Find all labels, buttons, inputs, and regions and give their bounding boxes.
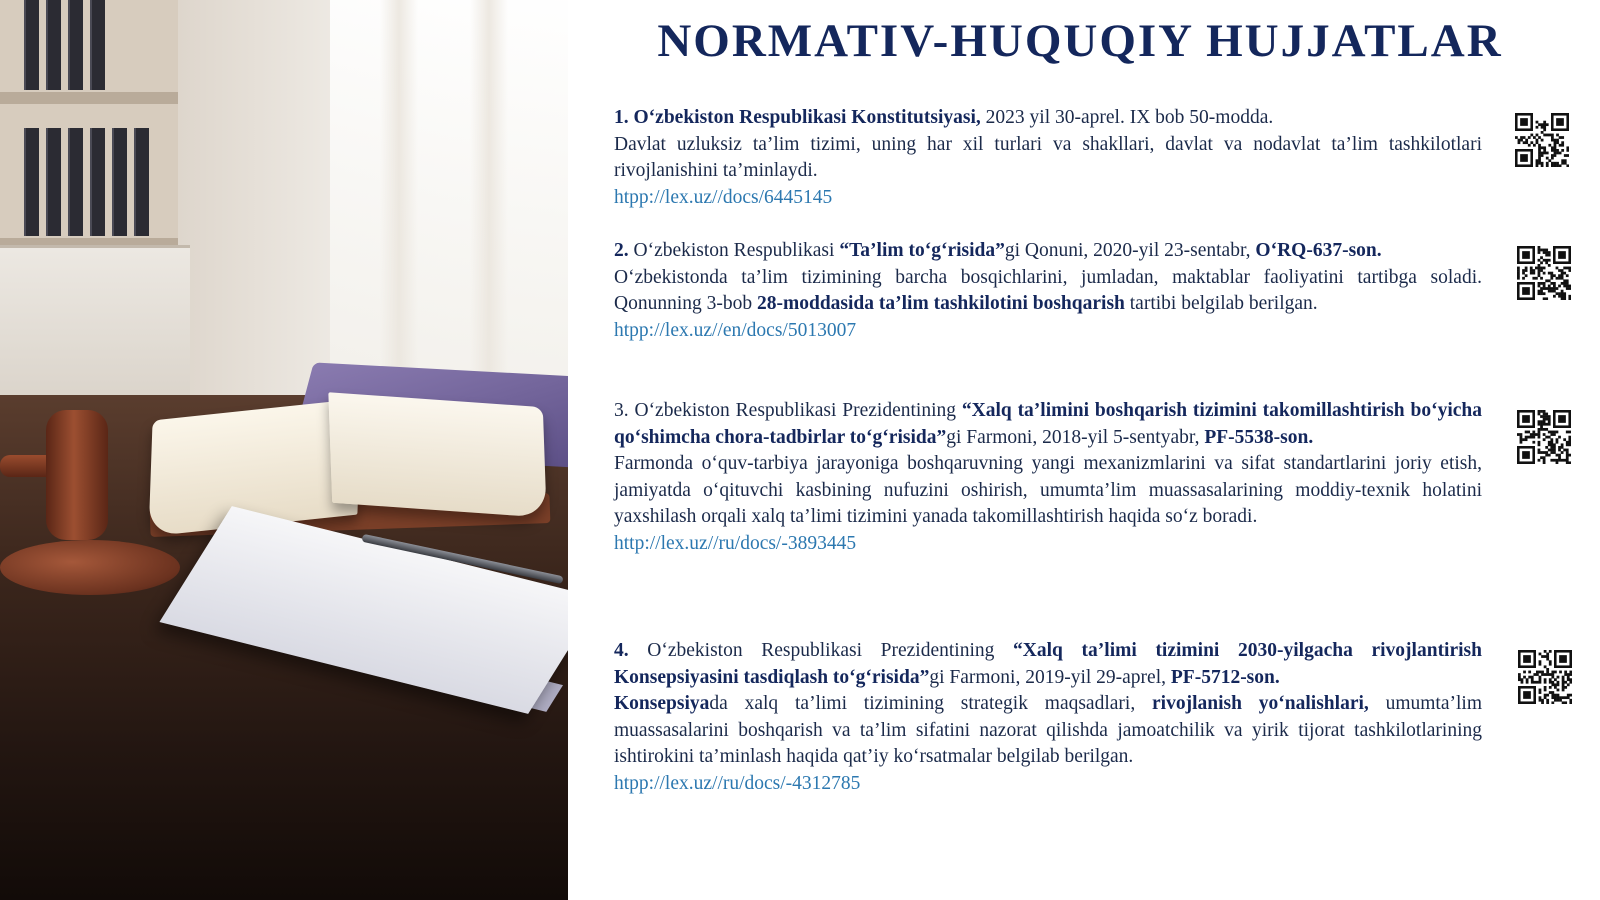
binder bbox=[68, 0, 83, 90]
heading-segment: gi Farmoni, 2019-yil 29-aprel, bbox=[929, 666, 1171, 688]
description-segment: umumta’lim muassasalarini boshqarish va ta’lim sifatini nazorat qilishda jamoatchilik va yirik tijorat tashkilotlarining ishtirokini ta’minlash haqida qat’iy koʻrsatmalar belgilab berilgan. bbox=[614, 693, 1482, 768]
binder bbox=[112, 128, 127, 236]
heading-segment: 2. bbox=[614, 240, 629, 261]
photo-curtain bbox=[380, 0, 418, 380]
binder bbox=[46, 128, 61, 236]
heading-segment: 4. bbox=[614, 640, 629, 661]
shelf-board bbox=[0, 92, 178, 104]
heading-segment: “Xalq ta’limi tizimini 2030-yilgacha rivojlantirish Konsepsiyasini tasdiqlash toʻgʻrisida” bbox=[614, 640, 1482, 688]
heading-segment: “Ta’lim toʻgʻrisida” bbox=[839, 240, 1005, 261]
photo-open-book bbox=[328, 392, 546, 518]
description-segment: Davlat uzluksiz ta’lim tizimi, uning har xil turlari va shakllari, davlat va nodavlat ta’lim tashkilotlari rivojlanishini ta’minlaydi. bbox=[614, 133, 1482, 182]
item-heading bbox=[614, 105, 1482, 132]
item-heading bbox=[614, 238, 1482, 265]
heading-segment: PF-5538-son. bbox=[1204, 426, 1314, 448]
qr-code-icon bbox=[1515, 113, 1569, 167]
binder bbox=[24, 128, 39, 236]
binder bbox=[90, 0, 105, 90]
heading-segment: 1. Oʻzbekiston Respublikasi Konstitutsiyasi, bbox=[614, 107, 981, 128]
courtroom-photo bbox=[0, 0, 568, 900]
heading-segment: Oʻzbekiston Respublikasi Prezidentining bbox=[628, 640, 1014, 661]
description-segment: 28-moddasida ta’lim tashkilotini boshqarish bbox=[757, 293, 1125, 315]
heading-segment: OʻRQ-637-son. bbox=[1255, 240, 1382, 261]
binder bbox=[46, 0, 61, 90]
document-link[interactable]: http://lex.uz//ru/docs/-3893445 bbox=[614, 532, 857, 554]
description-segment: Oʻzbekistonda ta’lim tizimining barcha bosqichlarini, jumladan, maktablar faoliyatini tartibga soladi. Qonunning 3-bob bbox=[614, 266, 1482, 315]
qr-code-icon bbox=[1518, 650, 1572, 704]
document-link[interactable]: htpp://lex.uz//ru/docs/-4312785 bbox=[614, 772, 861, 794]
document-link[interactable]: htpp://lex.uz//en/docs/5013007 bbox=[614, 319, 857, 341]
item-heading bbox=[614, 638, 1482, 691]
item-heading bbox=[614, 398, 1482, 451]
description-segment: da xalq ta’limi tizimining strategik maqsadlari, bbox=[709, 693, 1153, 715]
heading-segment: Oʻzbekiston Respublikasi bbox=[628, 240, 840, 261]
document-item-2 bbox=[614, 238, 1482, 344]
binder bbox=[134, 128, 149, 236]
qr-code-icon bbox=[1517, 410, 1571, 464]
gavel-icon bbox=[46, 410, 108, 540]
binder bbox=[24, 0, 39, 90]
item-description bbox=[614, 451, 1482, 531]
document-item-4 bbox=[614, 638, 1482, 798]
photo-window bbox=[330, 0, 568, 380]
binder bbox=[90, 128, 105, 236]
description-segment: rivojlanish yoʻnalishlari, bbox=[1152, 693, 1369, 715]
photo-curtain bbox=[470, 0, 508, 380]
heading-segment: 2023 yil 30-aprel. IX bob 50-modda. bbox=[980, 107, 1274, 128]
document-item-3 bbox=[614, 398, 1482, 558]
document-link[interactable]: htpp://lex.uz//docs/6445145 bbox=[614, 186, 833, 208]
heading-segment: “Xalq ta’limini boshqarish tizimini takomillashtirish boʻyicha qoʻshimcha chora-tadbirlar toʻgʻrisida” bbox=[614, 400, 1482, 448]
document-item-1 bbox=[614, 105, 1482, 211]
page-title: NORMATIV-HUQUQIY HUJJATLAR bbox=[657, 15, 1503, 67]
item-description bbox=[614, 691, 1482, 771]
heading-segment: PF-5712-son. bbox=[1170, 666, 1280, 688]
qr-code-icon bbox=[1517, 246, 1571, 300]
heading-segment: gi Farmoni, 2018-yil 5-sentyabr, bbox=[946, 426, 1205, 448]
description-segment: Farmonda oʻquv-tarbiya jarayoniga boshqaruvning yangi mexanizmlarini va sifat standartlarini joriy etish, jamiyatda oʻqituvchi kasbining nufuzini oshirish, umumta’lim muassasalarining moddiy-texnik holatini yaxshilash orqali xalq ta’limi tizimini yanada takomillashtirish haqida soʻz boradi. bbox=[614, 453, 1482, 528]
gavel-block bbox=[0, 540, 180, 595]
item-description bbox=[614, 265, 1482, 318]
heading-segment: gi Qonuni, 2020-yil 23-sentabr, bbox=[1004, 240, 1256, 261]
description-segment: tartibi belgilab berilgan. bbox=[1124, 293, 1318, 315]
item-description bbox=[614, 132, 1482, 185]
binder bbox=[68, 128, 83, 236]
photo-bookshelf bbox=[0, 0, 178, 250]
heading-segment: 3. Oʻzbekiston Respublikasi Prezidentining bbox=[614, 400, 962, 421]
description-segment: Konsepsiya bbox=[614, 693, 710, 715]
